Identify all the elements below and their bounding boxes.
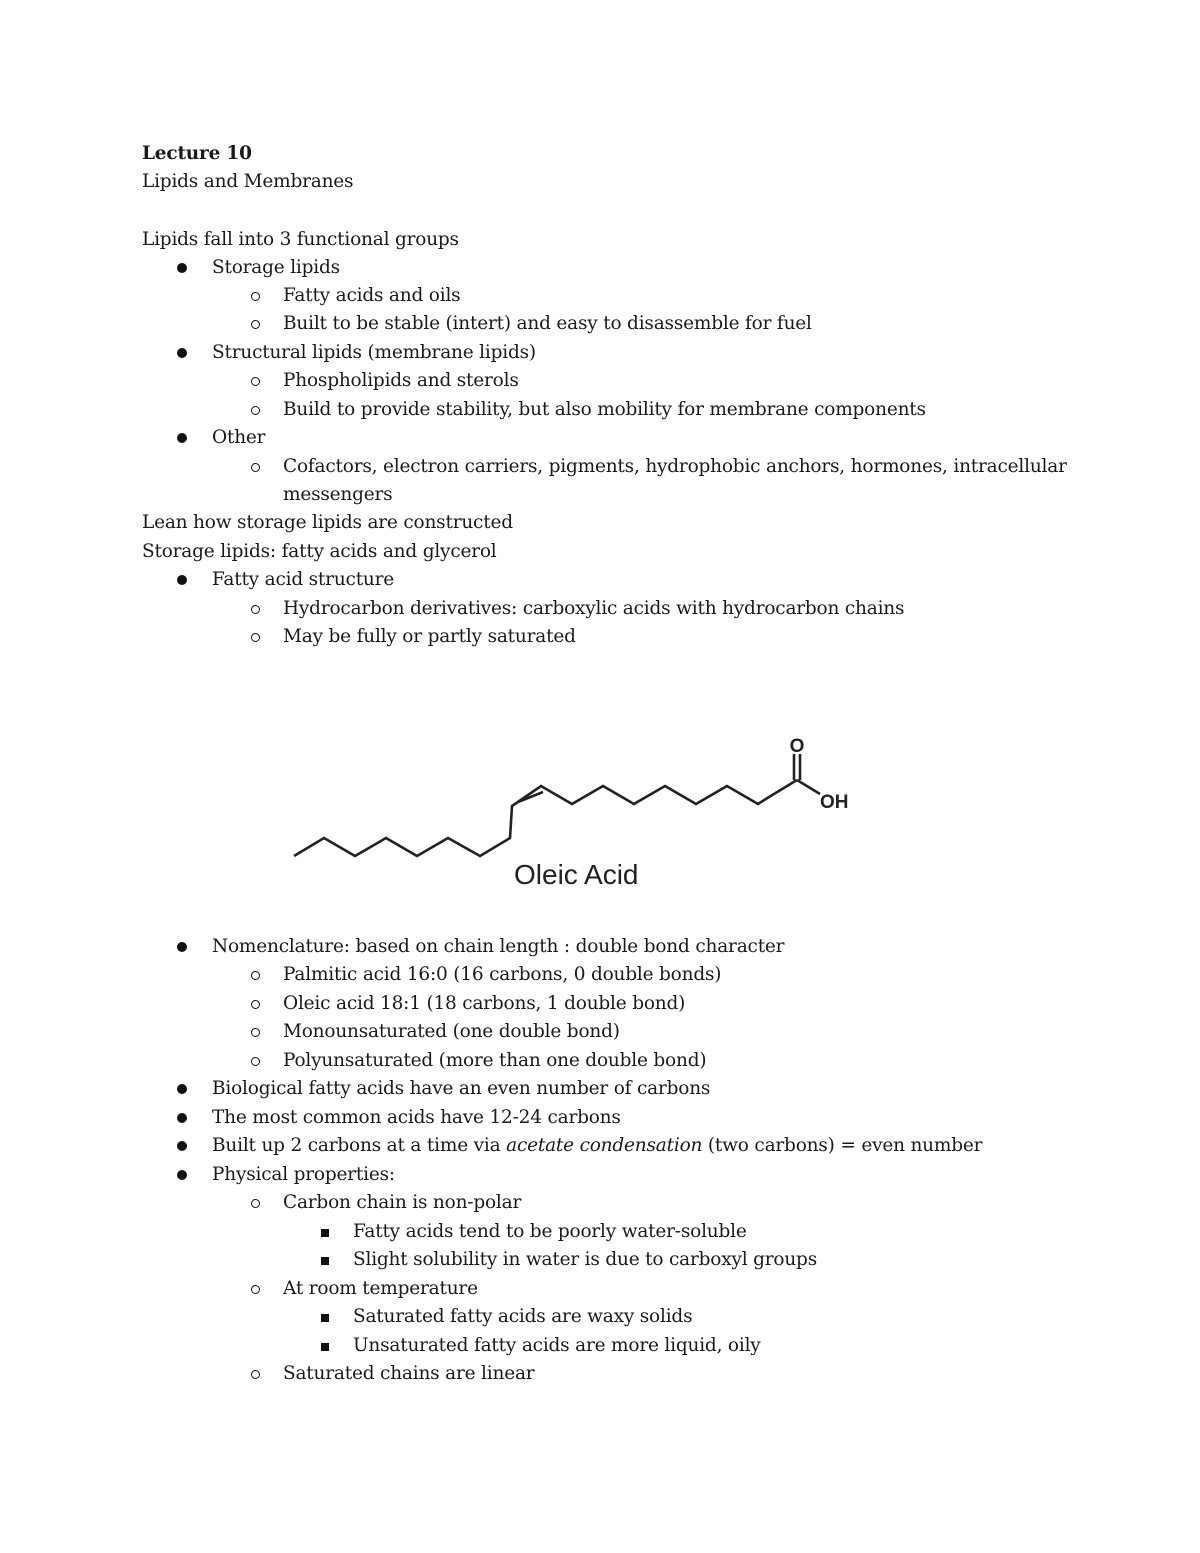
carbon-chain-label: Carbon chain is non-polar	[283, 1192, 522, 1213]
bullet-ring	[245, 367, 265, 395]
carbon-chain-item: Fatty acids tend to be poorly water-soluble	[353, 1221, 747, 1242]
built-up-line	[212, 1132, 982, 1160]
bullet-dot	[172, 1161, 192, 1189]
room-temp-label: At room temperature	[283, 1278, 478, 1299]
bullet-ring	[245, 282, 265, 310]
bullet-ring	[245, 595, 265, 623]
bullet-ring	[245, 1018, 265, 1046]
bullet-ring	[245, 396, 265, 424]
bullet-ring	[245, 1360, 265, 1388]
oleic-acid-structure-diagram	[280, 728, 880, 898]
physical-label: Physical properties:	[212, 1164, 395, 1185]
hydroxyl-label: OH	[820, 792, 849, 813]
room-temp-item: Unsaturated fatty acids are more liquid, oily	[353, 1335, 761, 1356]
bullet-square	[315, 1246, 335, 1274]
bullet-ring	[245, 990, 265, 1018]
group-storage-item: Built to be stable (intert) and easy to disassemble for fuel	[283, 313, 812, 334]
lecture-subtitle: Lipids and Membranes	[142, 171, 354, 192]
bullet-ring	[245, 453, 265, 481]
bullet-dot	[172, 254, 192, 282]
group-structural-item: Phospholipids and sterols	[283, 370, 519, 391]
figure-caption: Oleic Acid	[514, 859, 639, 890]
carbon-chain-item: Slight solubility in water is due to carboxyl groups	[353, 1249, 817, 1270]
nomenclature-item: Polyunsaturated (more than one double bond)	[283, 1050, 707, 1071]
group-other-item-continued: messengers	[283, 484, 393, 505]
built-up-after: (two carbons) = even number	[702, 1135, 983, 1156]
group-other-item: Cofactors, electron carriers, pigments, hydrophobic anchors, hormones, intracellular	[283, 456, 1067, 477]
built-up-emphasis: acetate condensation	[506, 1135, 703, 1156]
bullet-ring	[245, 623, 265, 651]
bullet-dot	[172, 933, 192, 961]
bullet-dot	[172, 566, 192, 594]
bullet-ring	[245, 1189, 265, 1217]
bullet-ring	[245, 1275, 265, 1303]
group-storage-item: Fatty acids and oils	[283, 285, 461, 306]
bullet-ring	[245, 310, 265, 338]
group-other-label: Other	[212, 427, 266, 448]
intro-text: Lipids fall into 3 functional groups	[142, 229, 459, 250]
built-up-before: Built up 2 carbons at a time via	[212, 1135, 507, 1156]
group-structural-label: Structural lipids (membrane lipids)	[212, 342, 536, 363]
hydrocarbon-chain	[294, 780, 797, 856]
bullet-dot	[172, 424, 192, 452]
lean-line: Lean how storage lipids are constructed	[142, 512, 513, 533]
group-storage-label: Storage lipids	[212, 257, 340, 278]
bullet-ring	[245, 961, 265, 989]
bullet-square	[315, 1303, 335, 1331]
nomenclature-item: Monounsaturated (one double bond)	[283, 1021, 620, 1042]
nomenclature-item: Palmitic acid 16:0 (16 carbons, 0 double bonds)	[283, 964, 722, 985]
lecture-title: Lecture 10	[142, 143, 252, 164]
bullet-dot	[172, 1075, 192, 1103]
storage-heading: Storage lipids: fatty acids and glycerol	[142, 541, 497, 562]
fact-item: Biological fatty acids have an even number of carbons	[212, 1078, 711, 1099]
fact-item: The most common acids have 12-24 carbons	[212, 1107, 621, 1128]
linear-chains-label: Saturated chains are linear	[283, 1363, 535, 1384]
nomenclature-label: Nomenclature: based on chain length : double bond character	[212, 936, 785, 957]
group-structural-item: Build to provide stability, but also mobility for membrane components	[283, 399, 926, 420]
bullet-dot	[172, 339, 192, 367]
hydroxyl-bond	[797, 780, 820, 794]
fatty-structure-label: Fatty acid structure	[212, 569, 395, 590]
bullet-dot	[172, 1104, 192, 1132]
fatty-structure-item: Hydrocarbon derivatives: carboxylic acids with hydrocarbon chains	[283, 598, 905, 619]
oxygen-label: O	[789, 736, 805, 757]
fatty-structure-item: May be fully or partly saturated	[283, 626, 576, 647]
bullet-square	[315, 1218, 335, 1246]
nomenclature-item: Oleic acid 18:1 (18 carbons, 1 double bond)	[283, 993, 686, 1014]
bullet-ring	[245, 1047, 265, 1075]
bullet-square	[315, 1332, 335, 1360]
room-temp-item: Saturated fatty acids are waxy solids	[353, 1306, 693, 1327]
bullet-dot	[172, 1132, 192, 1160]
